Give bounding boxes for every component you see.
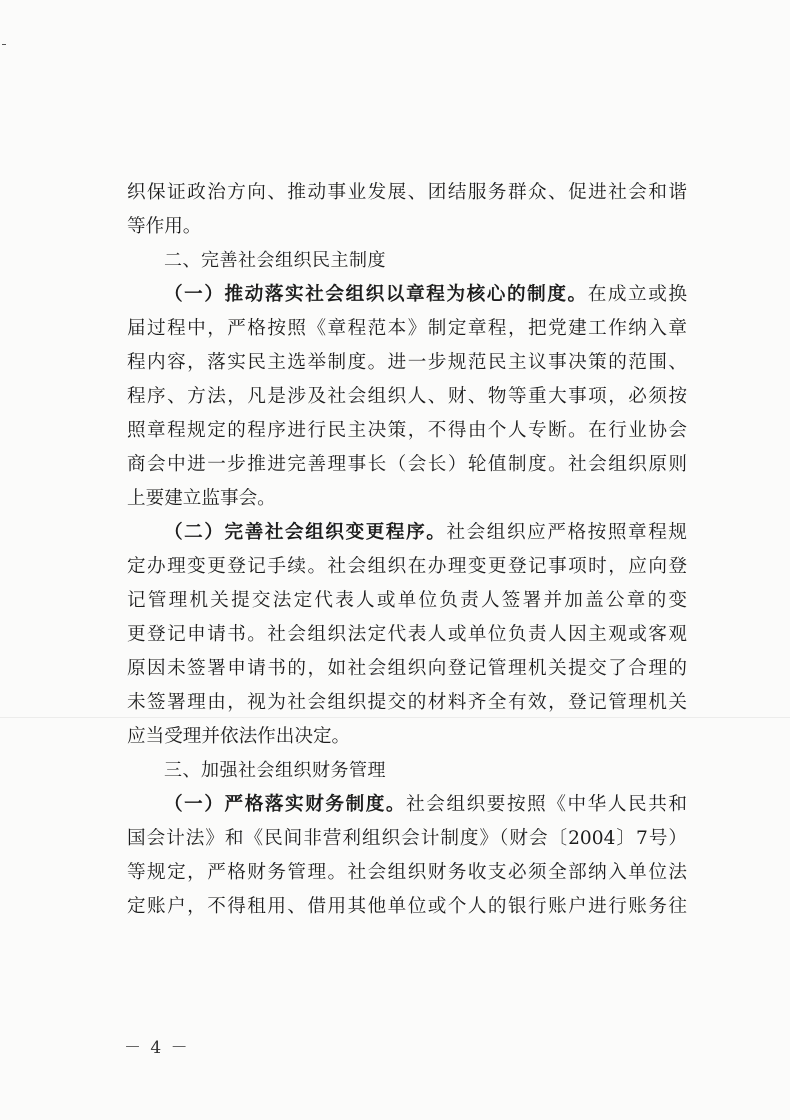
paragraph-line: 记管理机关提交法定代表人或单位负责人签署并加盖公章的变 xyxy=(127,590,687,611)
section-heading: 三、加强社会组织财务管理 xyxy=(164,760,386,781)
paragraph-line: 更登记申请书。社会组织法定代表人或单位负责人因主观或客观 xyxy=(127,624,687,645)
page-number: － 4 － xyxy=(124,1038,190,1058)
paragraph-line xyxy=(127,788,687,822)
paragraph-text: 社会组织应严格按照章程规 xyxy=(446,522,687,543)
subsection-title: （二）完善社会组织变更程序。 xyxy=(164,522,447,543)
paragraph-line: 应当受理并依法作出决定。 xyxy=(127,726,351,747)
paragraph-line xyxy=(127,278,687,312)
body-text xyxy=(127,176,687,924)
paragraph-text: 社会组织要按照《中华人民共和 xyxy=(406,794,687,815)
paragraph-line xyxy=(127,516,687,550)
paragraph-line: 织保证政治方向、推动事业发展、团结服务群众、促进社会和谐 xyxy=(127,182,687,203)
paragraph-line: 定办理变更登记手续。社会组织在办理变更登记事项时，应向登 xyxy=(127,556,687,577)
subsection-title: （一）严格落实财务制度。 xyxy=(164,794,407,815)
subsection-title: （一）推动落实社会组织以章程为核心的制度。 xyxy=(164,284,588,305)
paragraph-line: 届过程中，严格按照《章程范本》制定章程，把党建工作纳入章 xyxy=(127,318,687,339)
section-heading: 二、完善社会组织民主制度 xyxy=(164,250,386,271)
paragraph-text: 在成立或换 xyxy=(587,284,687,305)
paragraph-line: 上要建立监事会。 xyxy=(127,488,276,509)
paragraph-line: 等作用。 xyxy=(127,216,202,237)
paragraph-line: 国会计法》和《民间非营利组织会计制度》（财会〔2004〕7号） xyxy=(127,828,687,849)
paragraph-line: 定账户，不得租用、借用其他单位或个人的银行账户进行账务往 xyxy=(127,896,687,917)
paragraph-line: 原因未签署申请书的，如社会组织向登记管理机关提交了合理的 xyxy=(127,658,687,679)
paragraph-line: 商会中进一步推进完善理事长（会长）轮值制度。社会组织原则 xyxy=(127,454,687,475)
paragraph-line: 程内容，落实民主选举制度。进一步规范民主议事决策的范围、 xyxy=(127,352,687,373)
paragraph-line: 照章程规定的程序进行民主决策，不得由个人专断。在行业协会 xyxy=(127,420,687,441)
paragraph-line: 程序、方法，凡是涉及社会组织人、财、物等重大事项，必须按 xyxy=(127,386,687,407)
paragraph-line: 未签署理由，视为社会组织提交的材料齐全有效，登记管理机关 xyxy=(127,692,687,713)
scan-edge-mark xyxy=(2,44,6,45)
paragraph-line: 等规定，严格财务管理。社会组织财务收支必须全部纳入单位法 xyxy=(127,862,687,883)
